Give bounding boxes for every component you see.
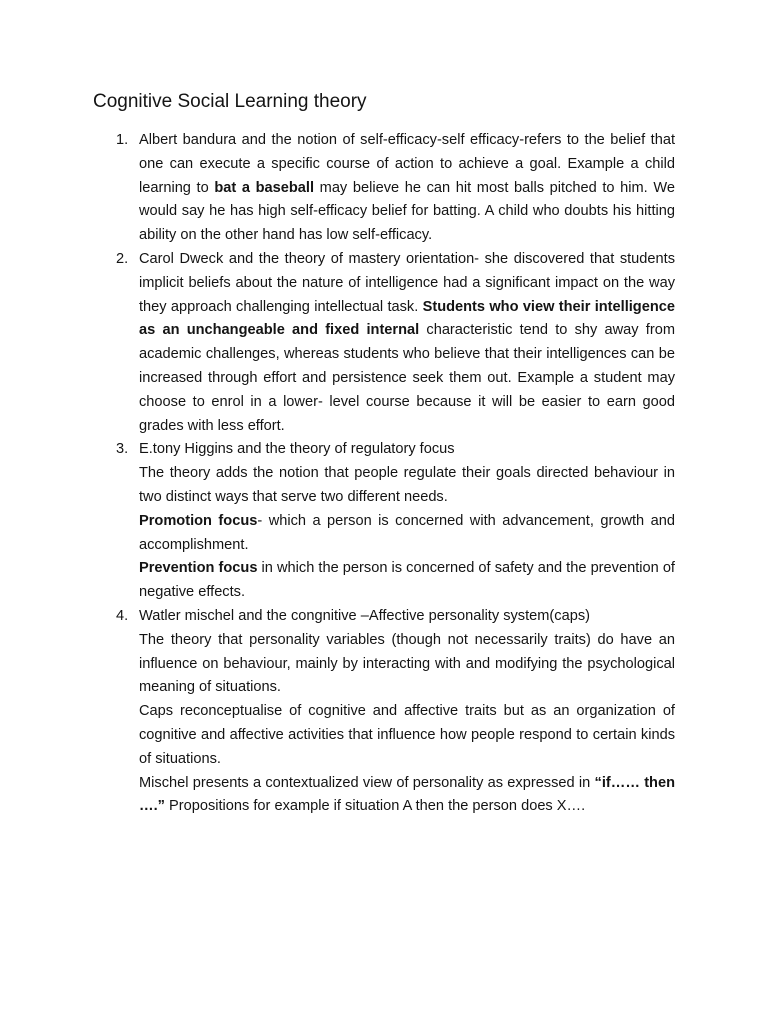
text-run: The theory adds the notion that people regulate their goals directed behaviour in two distinct ways that serve two different needs. bbox=[139, 465, 675, 505]
list-item-number: 3. bbox=[116, 441, 129, 458]
bold-text-run: Prevention focus bbox=[139, 560, 258, 577]
text-run: Carol Dweck and the theory of mastery orientation- she discovered that students implicit beliefs about the nature of intelligence had a significant impact on the way they approach challenging intellectual task. bbox=[139, 250, 675, 315]
list-item-paragraph bbox=[139, 605, 675, 629]
text-run: Caps reconceptualise of cognitive and affective traits but as an organization of cognitive and affective activities that influence how people respond to certain kinds of situations. bbox=[139, 703, 675, 767]
list-item bbox=[116, 438, 675, 605]
list-item-paragraph bbox=[139, 438, 675, 462]
list-item bbox=[116, 605, 675, 819]
text-run: Albert bandura and the notion of self-efficacy-self efficacy-refers to the belief that one can execute a specific course of action to achieve a goal. Example a child learning to bbox=[139, 132, 675, 196]
text-run: The theory that personality variables (though not necessarily traits) do have an influence on behaviour, mainly by interacting with and modifying the psychological meaning of situations. bbox=[139, 631, 675, 696]
text-run: E.tony Higgins and the theory of regulatory focus bbox=[139, 441, 455, 458]
list-item bbox=[116, 129, 675, 248]
text-run: Mischel presents a contextualized view of personality as expressed in bbox=[139, 774, 595, 791]
text-run: - which a person is concerned with advancement, growth and accomplishment. bbox=[139, 512, 675, 553]
bold-text-run: bat a baseball bbox=[214, 179, 315, 196]
list-item-paragraph bbox=[139, 629, 675, 700]
bold-text-run: Students who view their intelligence as an unchangeable and fixed internal bbox=[139, 298, 675, 339]
list-item-paragraph bbox=[139, 772, 675, 820]
list-item-paragraph bbox=[139, 700, 675, 771]
list-item-number: 1. bbox=[116, 132, 129, 148]
list-item-paragraph bbox=[139, 129, 675, 248]
list-item-number: 4. bbox=[116, 607, 129, 624]
bold-text-run: Promotion focus bbox=[139, 512, 258, 529]
document-title: Cognitive Social Learning theory bbox=[93, 91, 367, 112]
text-run: Watler mischel and the congnitive –Affective personality system(caps) bbox=[139, 607, 590, 624]
list-item-paragraph bbox=[139, 462, 675, 510]
bold-text-run: “if…… then ….” bbox=[139, 774, 675, 815]
numbered-list bbox=[116, 129, 675, 819]
text-run: may believe he can hit most balls pitched to him. We would say he has high self-efficacy belief for batting. A child who doubts his hitting ability on the other hand has low self-efficacy. bbox=[139, 179, 675, 244]
text-run: Propositions for example if situation A then the person does X…. bbox=[164, 798, 586, 815]
text-run: characteristic tend to shy away from academic challenges, whereas students who believe that their intelligences can be increased through effort and persistence seek them out. Example a student may choose to enrol in a lower- level course because it will be easier to earn good grades with less effort. bbox=[139, 322, 675, 434]
list-item-number: 2. bbox=[116, 250, 129, 267]
list-item-paragraph bbox=[139, 510, 675, 558]
list-item-paragraph bbox=[139, 557, 675, 605]
list-item-paragraph bbox=[139, 248, 675, 438]
text-run: in which the person is concerned of safety and the prevention of negative effects. bbox=[139, 560, 675, 601]
list-item bbox=[116, 248, 675, 438]
